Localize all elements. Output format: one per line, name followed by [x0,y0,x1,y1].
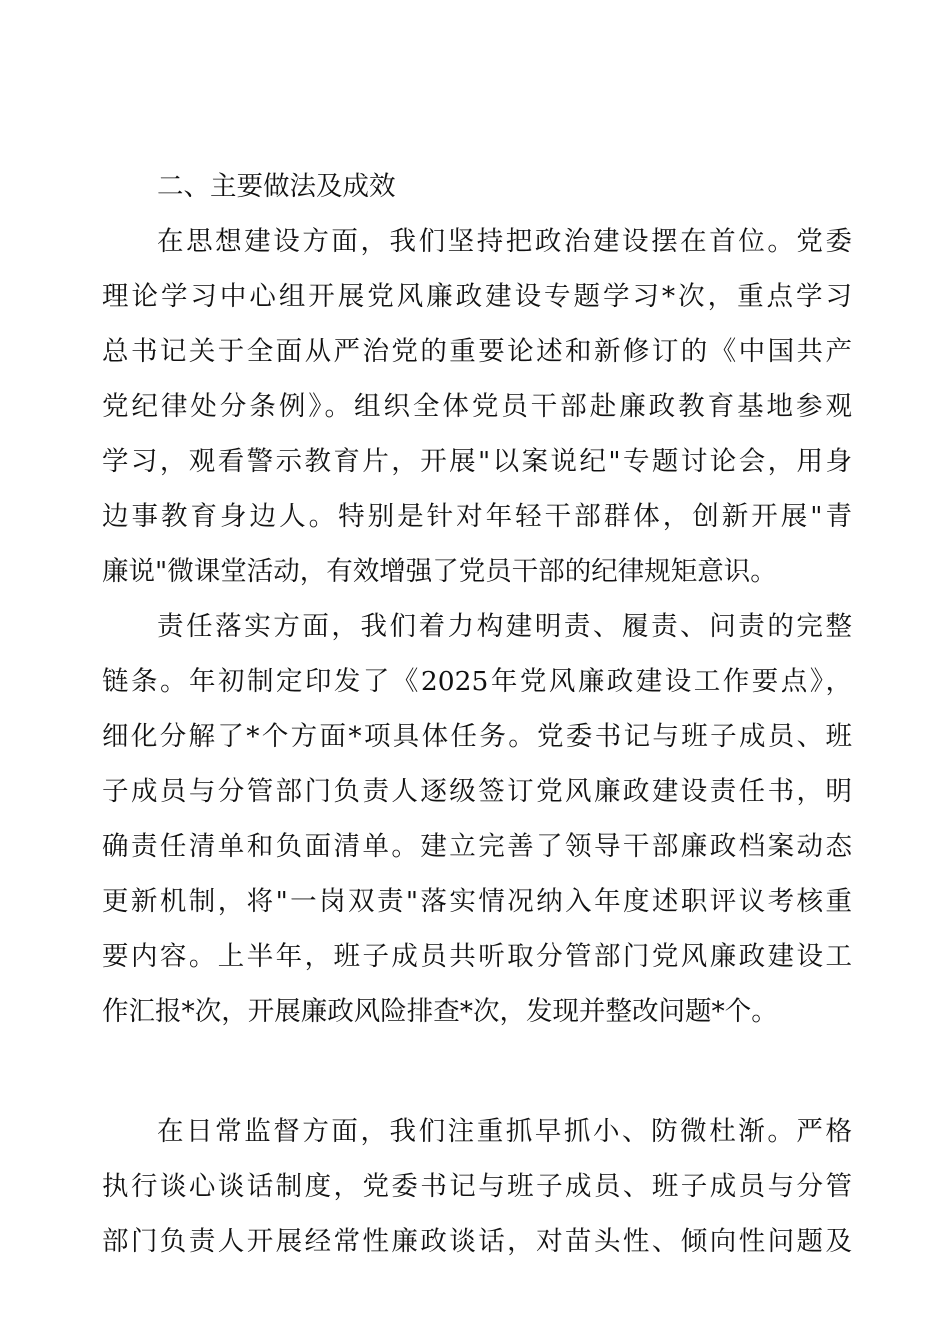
paragraph-1-line-2: 理论学习中心组开展党风廉政建设专题学习*次，重点学习 [102,281,852,312]
paragraph-2-line-3: 细化分解了*个方面*项具体任务。党委书记与班子成员、班 [102,721,852,752]
paragraph-1-line-6: 边事教育身边人。特别是针对年轻干部群体，创新开展"青 [102,501,852,532]
paragraph-1-line-7: 廉说"微课堂活动，有效增强了党员干部的纪律规矩意识。 [102,556,777,587]
paragraph-1-line-3: 总书记关于全面从严治党的重要论述和新修订的《中国共产 [102,336,852,367]
paragraph-3-line-3: 部门负责人开展经常性廉政谈话，对苗头性、倾向性问题及 [102,1226,852,1257]
paragraph-2-line-1: 责任落实方面，我们着力构建明责、履责、问责的完整 [157,611,852,642]
paragraph-2-line-7: 要内容。上半年，班子成员共听取分管部门党风廉政建设工 [102,941,852,972]
paragraph-2-line-5: 确责任清单和负面清单。建立完善了领导干部廉政档案动态 [102,831,852,862]
paragraph-1-line-4: 党纪律处分条例》。组织全体党员干部赴廉政教育基地参观 [102,391,852,422]
paragraph-3-line-2: 执行谈心谈话制度，党委书记与班子成员、班子成员与分管 [102,1171,852,1202]
paragraph-2-line-6: 更新机制，将"一岗双责"落实情况纳入年度述职评议考核重 [102,886,852,917]
paragraph-3-line-1: 在日常监督方面，我们注重抓早抓小、防微杜渐。严格 [157,1116,852,1147]
paragraph-1-line-1: 在思想建设方面，我们坚持把政治建设摆在首位。党委 [157,226,852,257]
section-heading: 二、主要做法及成效 [157,171,396,202]
paragraph-2-line-2: 链条。年初制定印发了《2025年党风廉政建设工作要点》， [102,666,852,697]
paragraph-2-line-4: 子成员与分管部门负责人逐级签订党风廉政建设责任书，明 [102,776,852,807]
paragraph-2-line-8: 作汇报*次，开展廉政风险排查*次，发现并整改问题*个。 [102,996,778,1027]
paragraph-1-line-5: 学习，观看警示教育片，开展"以案说纪"专题讨论会，用身 [102,446,852,477]
